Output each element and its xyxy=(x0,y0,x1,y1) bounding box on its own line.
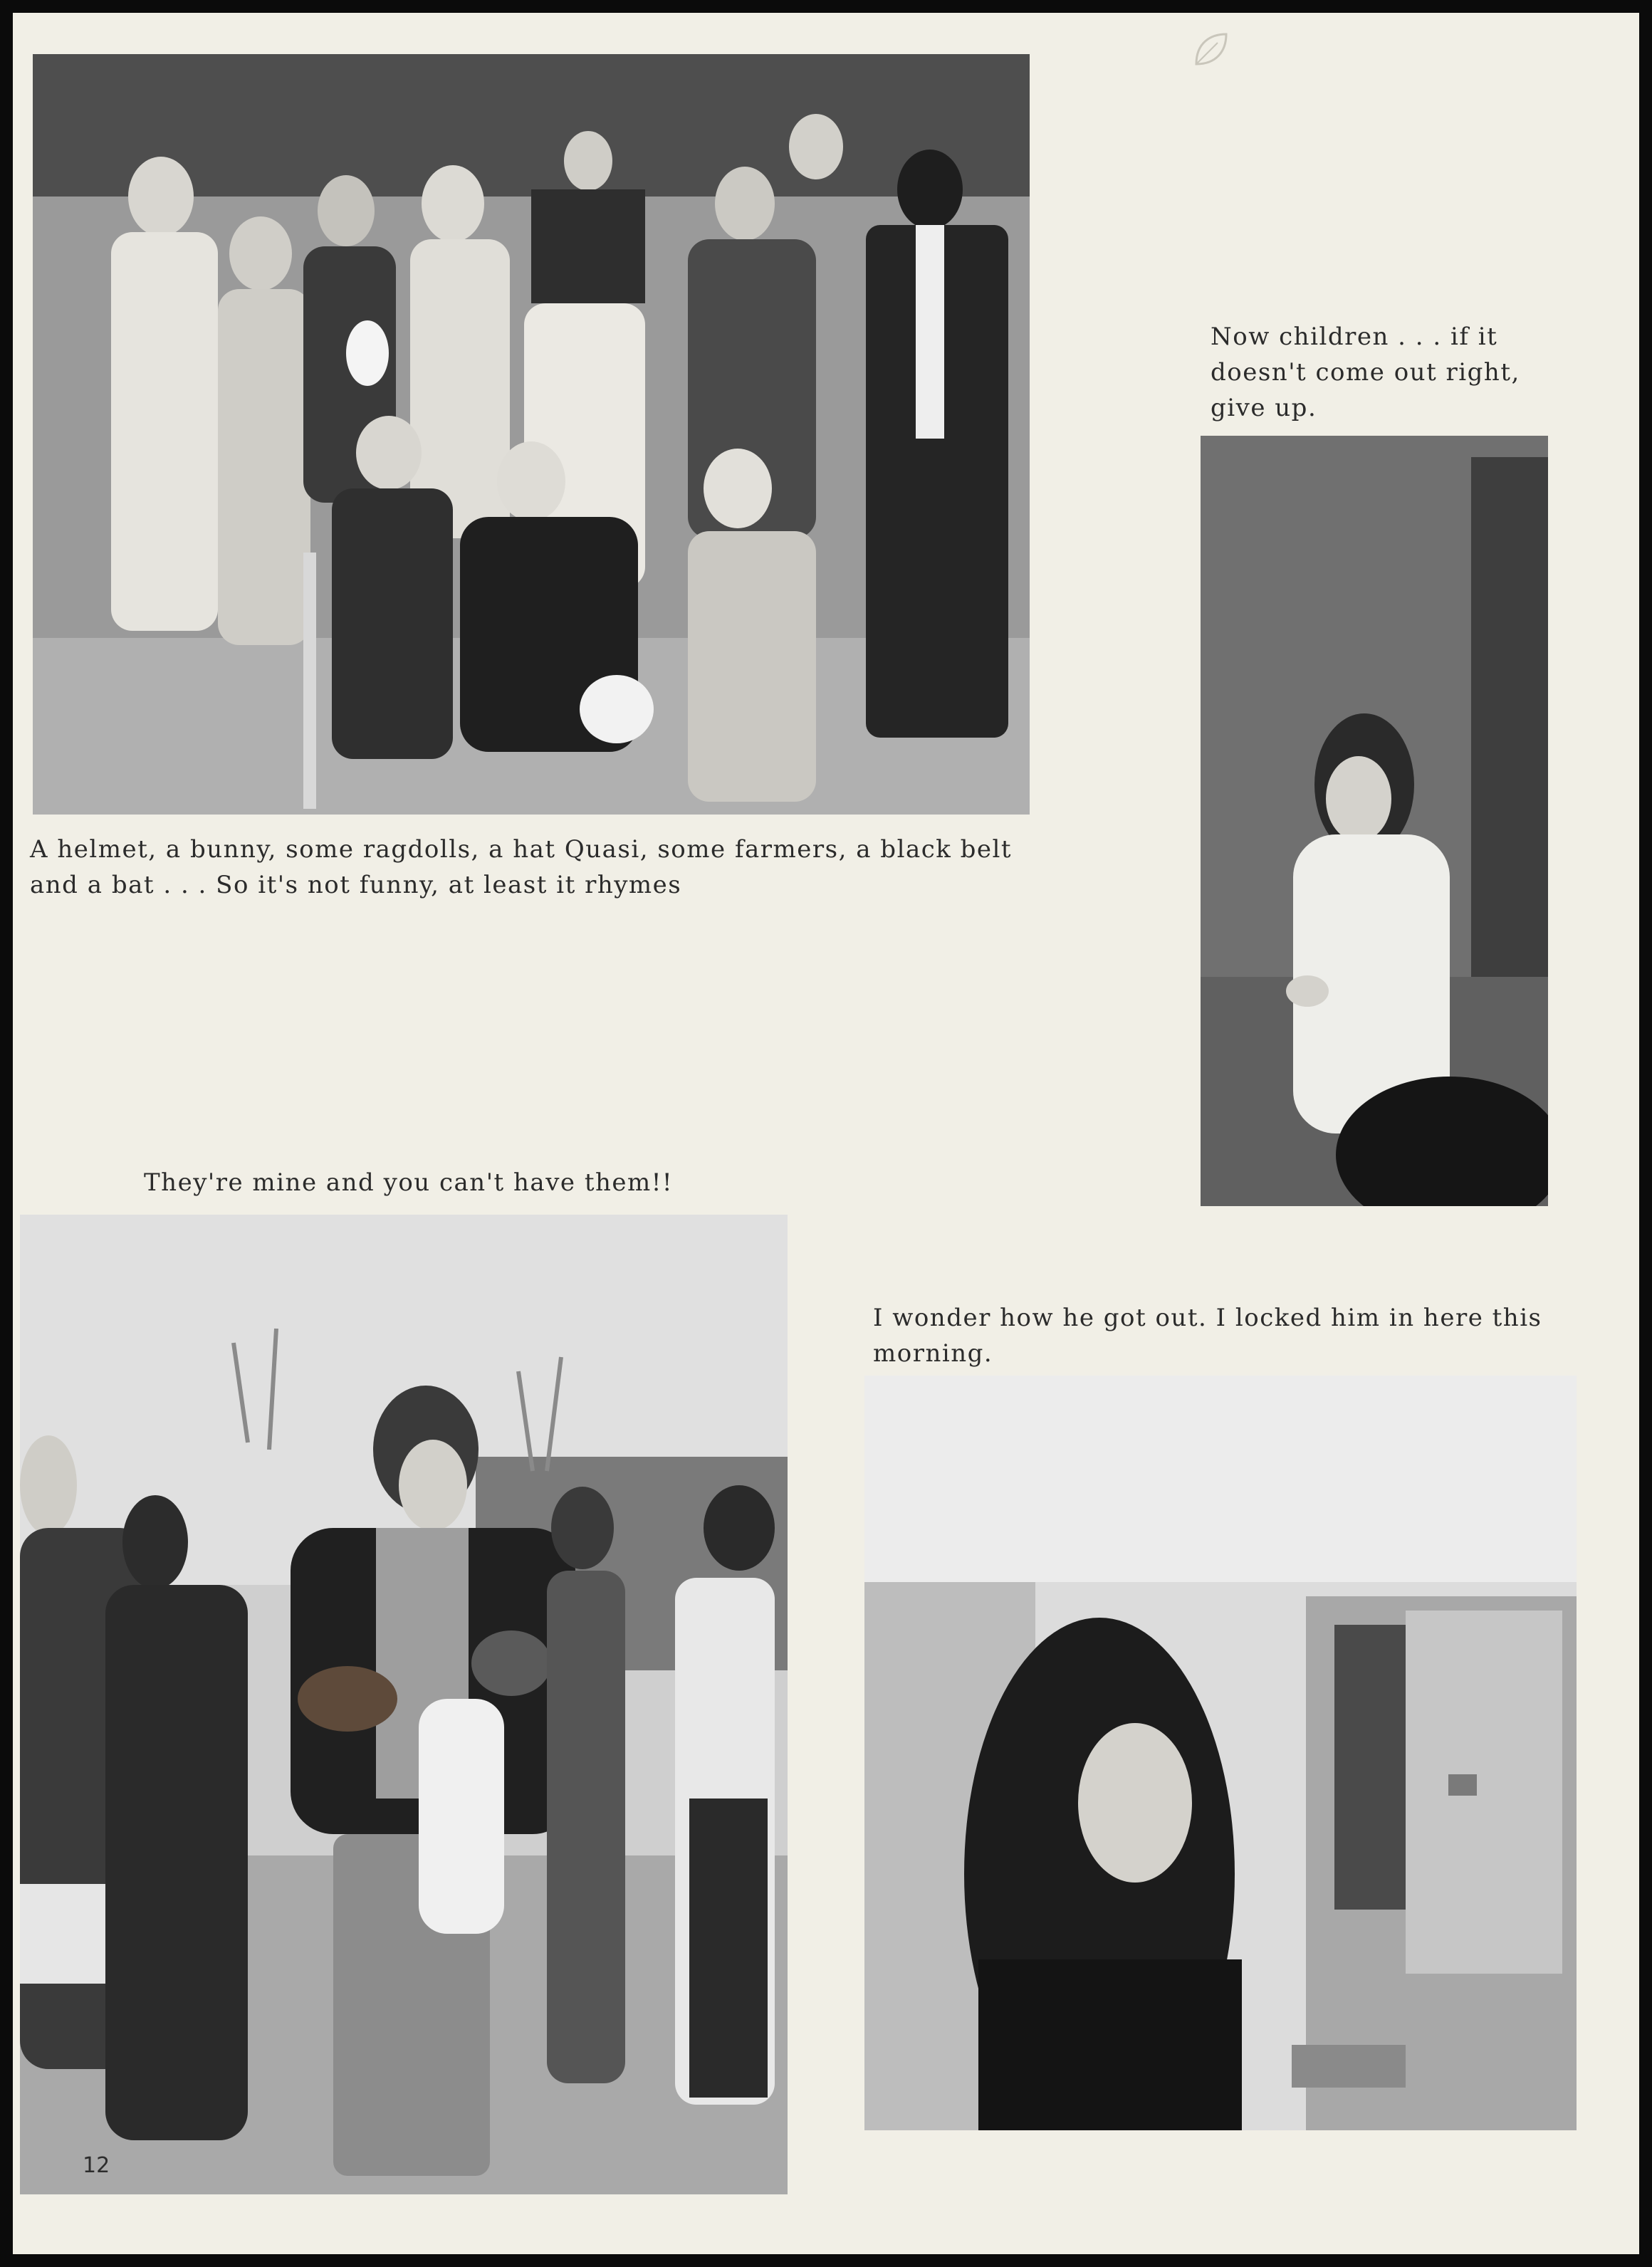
caption-line: and a bat . . . So it's not funny, at least it rhymes xyxy=(30,871,682,899)
caption-line: A helmet, a bunny, some ragdolls, a hat Quasi, some farmers, a black belt xyxy=(30,835,1013,864)
leaf-icon xyxy=(1189,28,1232,71)
football-caption xyxy=(144,1165,785,1200)
group-photo-image xyxy=(33,54,1030,815)
girl-wall-photo-image xyxy=(1201,436,1548,1206)
yearbook-page xyxy=(13,13,1639,2254)
locker-photo xyxy=(864,1376,1577,2130)
group-photo xyxy=(33,54,1030,815)
caption-line: They're mine and you can't have them!! xyxy=(144,1168,674,1197)
caption-line: Now children . . . if it xyxy=(1211,323,1498,351)
page-number: 12 xyxy=(83,2153,110,2178)
girl-wall-caption xyxy=(1211,319,1581,426)
caption-line: give up. xyxy=(1211,394,1317,422)
locker-caption xyxy=(873,1300,1585,1371)
caption-line: doesn't come out right, xyxy=(1211,358,1520,387)
football-photo xyxy=(20,1215,788,2194)
girl-wall-photo xyxy=(1201,436,1548,1206)
group-photo-caption xyxy=(30,832,1041,903)
locker-photo-image xyxy=(864,1376,1577,2130)
caption-line: morning. xyxy=(873,1339,993,1368)
caption-line: I wonder how he got out. I locked him in here this xyxy=(873,1304,1542,1332)
football-photo-image xyxy=(20,1215,788,2194)
